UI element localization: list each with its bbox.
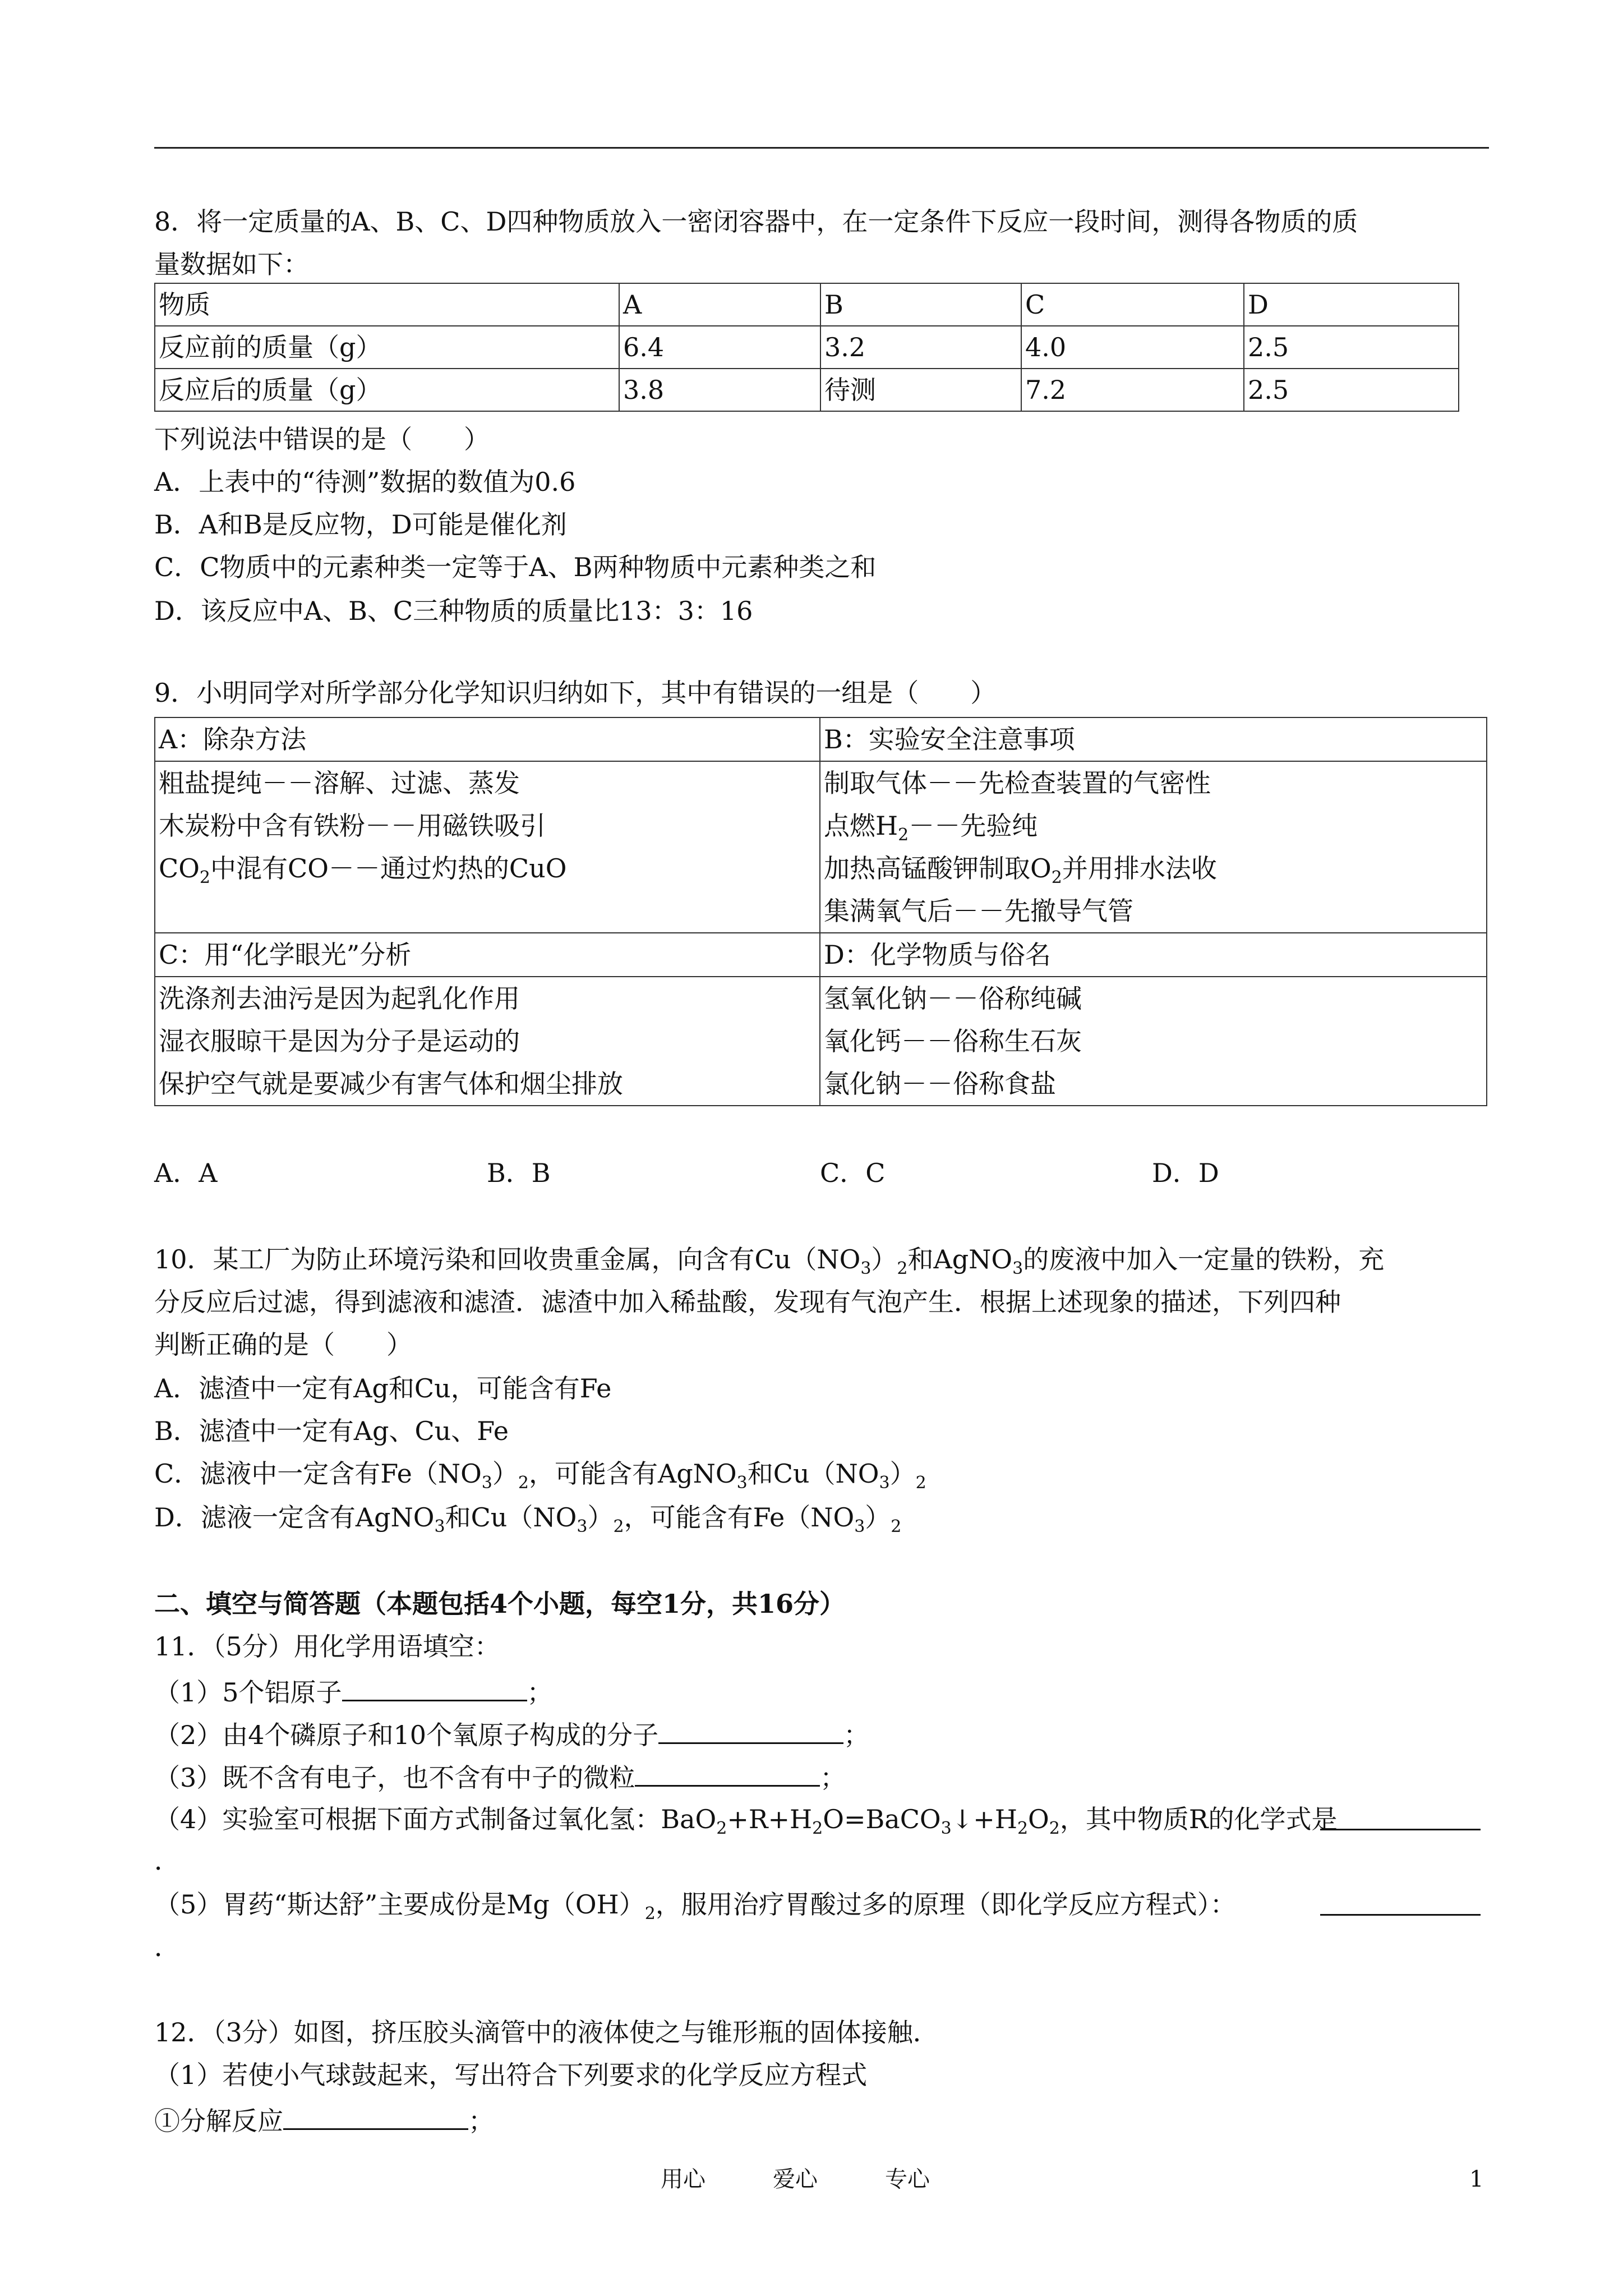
answer-blank[interactable] [1320,1806,1481,1830]
q9-option-c: C．C [820,1158,886,1188]
subscript: 2 [644,1904,656,1924]
table-cell: D [1244,283,1459,326]
table-row [155,717,1487,761]
q9-stem: 9．小明同学对所学部分化学知识归纳如下，其中有错误的一组是（ ） [154,678,997,708]
subscript: 2 [1051,868,1062,887]
text-run: ） [587,1502,614,1533]
text-run: D．滤液一定含有AgNO [154,1502,435,1533]
q12-stem: 12．（3分）如图，挤压胶头滴管中的液体使之与锥形瓶的固体接触． [154,2017,939,2047]
table-cell: B [820,283,1021,326]
cell-line: 氧化钙－－俗称生石灰 [824,1026,1082,1056]
text-run: 并用排水法收 [1062,853,1217,884]
answer-blank[interactable] [342,1677,527,1701]
cell-spacer [159,890,816,932]
q9-option-d: D．D [1152,1158,1219,1188]
text-run: ①分解反应 [154,2106,283,2136]
subscript: 2 [812,1819,823,1838]
cell-line: 木炭粉中含有铁粉－－用磁铁吸引 [159,811,546,841]
cell-d-head: D：化学物质与俗名 [820,933,1487,977]
q10-line2: 分反应后过滤，得到滤液和滤渣．滤渣中加入稀盐酸，发现有气泡产生．根据上述现象的描述，下列四种 [154,1287,1341,1317]
text-run: O [1028,1804,1049,1834]
q8-option-a: A．上表中的“待测”数据的数值为0.6 [154,467,576,497]
text-run: （5）胃药“斯达舒”主要成份是Mg（OH） [154,1889,645,1920]
table-cell: 反应后的质量（g） [155,369,619,411]
q11-stem: 11．（5分）用化学用语填空： [154,1631,500,1662]
q10-line1 [154,1244,1385,1278]
table-cell: A [619,283,820,326]
subscript: 3 [481,1473,492,1493]
answer-blank[interactable] [283,2106,468,2130]
q8-table [154,283,1459,412]
text-run: 加热高锰酸钾制取O [824,853,1052,884]
q11-item3 [154,1763,846,1791]
answer-blank[interactable] [635,1763,820,1787]
table-row [155,326,1459,369]
text-run: 中混有CO－－通过灼热的CuO [210,853,567,884]
q11-item4 [154,1804,1338,1838]
table-cell: 待测 [820,369,1021,411]
text-run: CO [159,853,200,884]
cell-line: 氢氧化钠－－俗称纯碱 [824,983,1082,1014]
subscript: 2 [898,825,909,845]
cell-a-head: A：除杂方法 [155,717,820,761]
subscript: 2 [897,1259,908,1278]
subscript: 2 [891,1517,902,1536]
q9-table [154,717,1487,1106]
text-run: ） [889,1458,916,1489]
page-number: 1 [1469,2166,1484,2192]
table-header-row [155,283,1459,326]
q8-stem-line1: 8．将一定质量的A、B、C、D四种物质放入一密闭容器中，在一定条件下反应一段时间，测得各物质的质 [154,206,1358,237]
q10-option-a: A．滤渣中一定有Ag和Cu，可能含有Fe [154,1373,612,1404]
cell-line: 集满氧气后－－先撤导气管 [824,896,1133,926]
q8-option-c: C．C物质中的元素种类一定等于A、B两种物质中元素种类之和 [154,552,877,582]
text-run: ） [492,1458,518,1489]
subscript: 3 [1012,1259,1023,1278]
q11-item4-end: ． [154,1846,180,1876]
table-cell: 物质 [155,283,619,326]
q9-option-a: A．A [154,1158,218,1188]
subscript: 2 [1017,1819,1029,1838]
q10-option-b: B．滤渣中一定有Ag、Cu、Fe [154,1416,509,1446]
q10-option-c [154,1458,926,1493]
q11-item5 [154,1889,1236,1924]
cell-line: 保护空气就是要减少有害气体和烟尘排放 [159,1069,623,1099]
text-run: 和Cu（NO [445,1502,577,1533]
cell-b-head: B：实验安全注意事项 [820,717,1487,761]
text-run: ，可能含有Fe（NO [624,1502,855,1533]
cell-c-head: C：用“化学眼光”分析 [155,933,820,977]
text-run: ） [871,1244,897,1274]
text-run: 和Cu（NO [747,1458,879,1489]
cell-line: 洗涤剂去油污是因为起乳化作用 [159,983,520,1014]
text-run: ，服用治疗胃酸过多的原理（即化学反应方程式）： [655,1889,1236,1920]
table-cell: 7.2 [1021,369,1244,411]
text-run: 的废液中加入一定量的铁粉，充 [1023,1244,1385,1274]
table-cell: 6.4 [619,326,820,369]
text-run: 和AgNO [907,1244,1013,1274]
text-run: C．滤液中一定含有Fe（NO [154,1458,482,1489]
header-rule [154,147,1489,149]
text-run: －－先验纯 [909,811,1038,841]
table-cell: 4.0 [1021,326,1244,369]
q11-item5-end: ． [154,1932,180,1962]
text-run: （3）既不含有电子，也不含有中子的微粒 [154,1763,635,1793]
q11-item2 [154,1720,869,1748]
text-run: ） [865,1502,891,1533]
table-cell: 3.8 [619,369,820,411]
answer-blank[interactable] [1320,1892,1481,1916]
q8-option-b: B．A和B是反应物，D可能是催化剂 [154,509,567,540]
q12-item2 [154,2106,494,2134]
text-run: ↓+H [951,1804,1017,1834]
subscript: 3 [940,1819,952,1838]
q9-option-b: B．B [487,1158,551,1188]
table-row [155,369,1459,411]
subscript: 2 [1049,1819,1060,1838]
subscript: 2 [518,1473,529,1493]
table-cell: 3.2 [820,326,1021,369]
footer-text: 用心 [661,2166,706,2192]
text-run: ； [843,1720,870,1750]
text-run: 10．某工厂为防止环境污染和回收贵重金属，向含有Cu（NO [154,1244,861,1274]
subscript: 3 [434,1517,445,1536]
subscript: 3 [854,1517,865,1536]
table-cell: 2.5 [1244,369,1459,411]
cell-b-body [820,761,1487,933]
q8-question: 下列说法中错误的是（ ） [154,424,490,454]
cell-line: 粗盐提纯－－溶解、过滤、蒸发 [159,768,520,798]
answer-blank[interactable] [658,1720,843,1744]
cell-d-body [820,977,1487,1106]
subscript: 3 [736,1473,748,1493]
subscript: 2 [716,1819,727,1838]
cell-line [159,847,816,890]
footer-text: 爱心 [773,2166,818,2192]
subscript: 2 [613,1517,624,1536]
footer-text: 专心 [885,2166,930,2192]
text-run: ，其中物质R的化学式是 [1059,1804,1338,1834]
cell-line: 氯化钠－－俗称食盐 [824,1069,1056,1099]
text-run: ； [527,1677,553,1708]
table-row [155,933,1487,977]
subscript: 2 [915,1473,926,1493]
cell-line: 制取气体－－先检查装置的气密性 [824,768,1211,798]
text-run: （4）实验室可根据下面方式制备过氧化氢：BaO [154,1804,717,1834]
section-title: 二、填空与简答题（本题包括4个小题，每空1分，共16分） [154,1589,846,1619]
q8-option-d: D．该反应中A、B、C三种物质的质量比13：3：16 [154,596,753,626]
table-row [155,761,1487,933]
text-run: 点燃H [824,811,898,841]
text-run: ，可能含有AgNO [528,1458,737,1489]
text-run: +R+H [727,1804,813,1834]
text-run: O=BaCO [823,1804,941,1834]
table-row [155,977,1487,1106]
cell-line [824,804,1483,847]
q11-item1 [154,1677,553,1708]
subscript: 3 [577,1517,588,1536]
subscript: 3 [860,1259,872,1278]
cell-c-body [155,977,820,1106]
text-run: ； [820,1763,846,1793]
table-cell: 反应前的质量（g） [155,326,619,369]
subscript: 3 [879,1473,890,1493]
q8-stem-line2: 量数据如下： [154,249,309,279]
table-cell: 2.5 [1244,326,1459,369]
q10-option-d [154,1502,902,1536]
text-run: （2）由4个磷原子和10个氧原子构成的分子 [154,1720,659,1750]
cell-a-body [155,761,820,933]
cell-line: 湿衣服晾干是因为分子是运动的 [159,1026,520,1056]
text-run: （1）5个铝原子 [154,1677,342,1708]
cell-line [824,847,1483,890]
q12-item1: （1）若使小气球鼓起来，写出符合下列要求的化学反应方程式 [154,2060,868,2090]
subscript: 2 [199,868,211,887]
text-run: ； [468,2106,494,2136]
q10-line3: 判断正确的是（ ） [154,1329,412,1360]
table-cell: C [1021,283,1244,326]
